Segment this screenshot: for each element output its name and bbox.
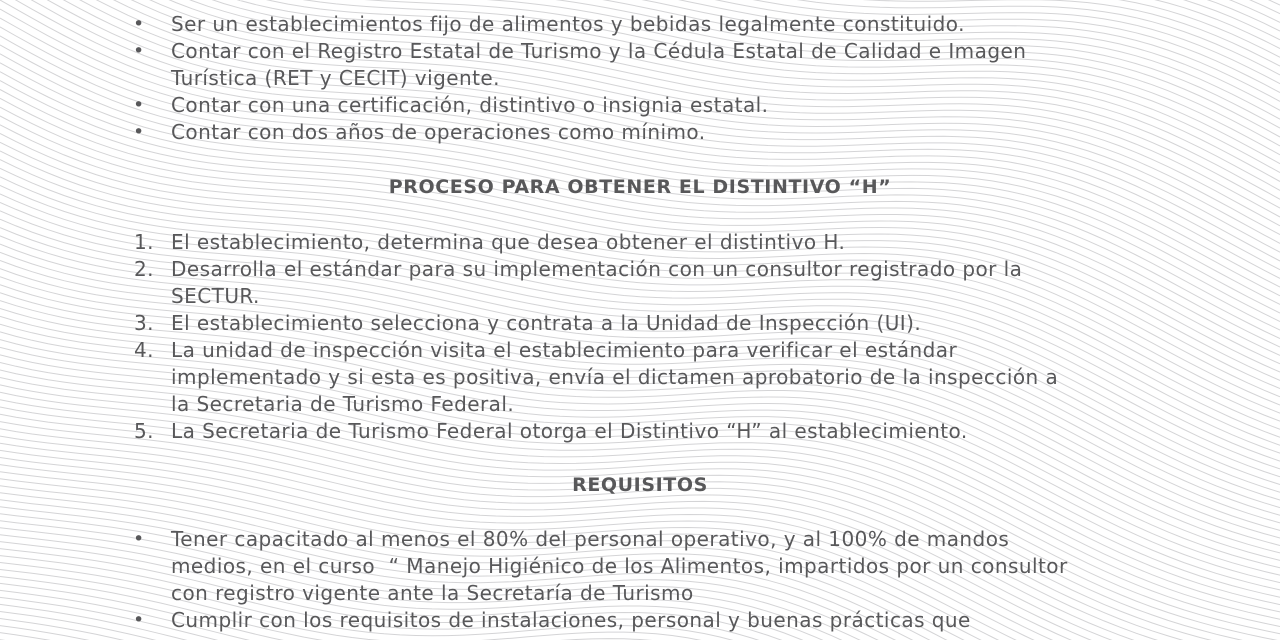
bullet-marker: • bbox=[133, 609, 145, 631]
text-line: medios, en el curso “ Manejo Higiénico de los Alimentos, impartidos por un consultor bbox=[171, 554, 1068, 578]
text-line: Ser un establecimientos fijo de alimentos y bebidas legalmente constituido. bbox=[171, 12, 965, 36]
text-line: Desarrolla el estándar para su implementación con un consultor registrado por la bbox=[171, 257, 1023, 281]
list-number: 5. bbox=[134, 419, 154, 443]
text-line: Tener capacitado al menos el 80% del personal operativo, y al 100% de mandos bbox=[171, 527, 1010, 551]
list-item-text bbox=[171, 418, 1151, 445]
text-line: El establecimiento, determina que desea obtener el distintivo H. bbox=[171, 230, 846, 254]
bullet-marker: • bbox=[133, 13, 145, 35]
bullet-marker: • bbox=[133, 528, 145, 550]
section-heading-proceso: PROCESO PARA OBTENER EL DISTINTIVO “H” bbox=[388, 176, 892, 198]
text-line: la Secretaria de Turismo Federal. bbox=[171, 392, 515, 416]
bullet-marker: • bbox=[133, 40, 145, 62]
list-item-text bbox=[171, 526, 1151, 607]
text-line: SECTUR. bbox=[171, 284, 260, 308]
text-line: Cumplir con los requisitos de instalaciones, personal y buenas prácticas que bbox=[171, 608, 971, 632]
list-item-text bbox=[171, 337, 1151, 418]
list-item-text bbox=[171, 38, 1151, 92]
list-number: 2. bbox=[134, 257, 154, 281]
text-line: La unidad de inspección visita el establecimiento para verificar el estándar bbox=[171, 338, 958, 362]
bullet-marker: • bbox=[133, 121, 145, 143]
list-item-text bbox=[171, 607, 1151, 634]
text-line: La Secretaria de Turismo Federal otorga el Distintivo “H” al establecimiento. bbox=[171, 419, 968, 443]
list-item-text bbox=[171, 11, 1151, 38]
text-line: Contar con dos años de operaciones como mínimo. bbox=[171, 120, 706, 144]
bullet-marker: • bbox=[133, 94, 145, 116]
list-item-text bbox=[171, 92, 1151, 119]
text-line: Contar con una certificación, distintivo o insignia estatal. bbox=[171, 93, 769, 117]
list-number: 4. bbox=[134, 338, 154, 362]
text-line: Turística (RET y CECIT) vigente. bbox=[171, 66, 500, 90]
text-line: Contar con el Registro Estatal de Turismo y la Cédula Estatal de Calidad e Imagen bbox=[171, 39, 1027, 63]
list-number: 3. bbox=[134, 311, 154, 335]
section-heading-requisitos: REQUISITOS bbox=[572, 474, 708, 496]
list-item-text bbox=[171, 256, 1151, 310]
list-item-text bbox=[171, 119, 1151, 146]
list-item-text bbox=[171, 229, 1151, 256]
text-line: implementado y si esta es positiva, envía el dictamen aprobatorio de la inspección a bbox=[171, 365, 1059, 389]
text-line: con registro vigente ante la Secretaría de Turismo bbox=[171, 581, 694, 605]
text-line: El establecimiento selecciona y contrata a la Unidad de Inspección (UI). bbox=[171, 311, 922, 335]
list-number: 1. bbox=[134, 230, 154, 254]
list-item-text bbox=[171, 310, 1151, 337]
